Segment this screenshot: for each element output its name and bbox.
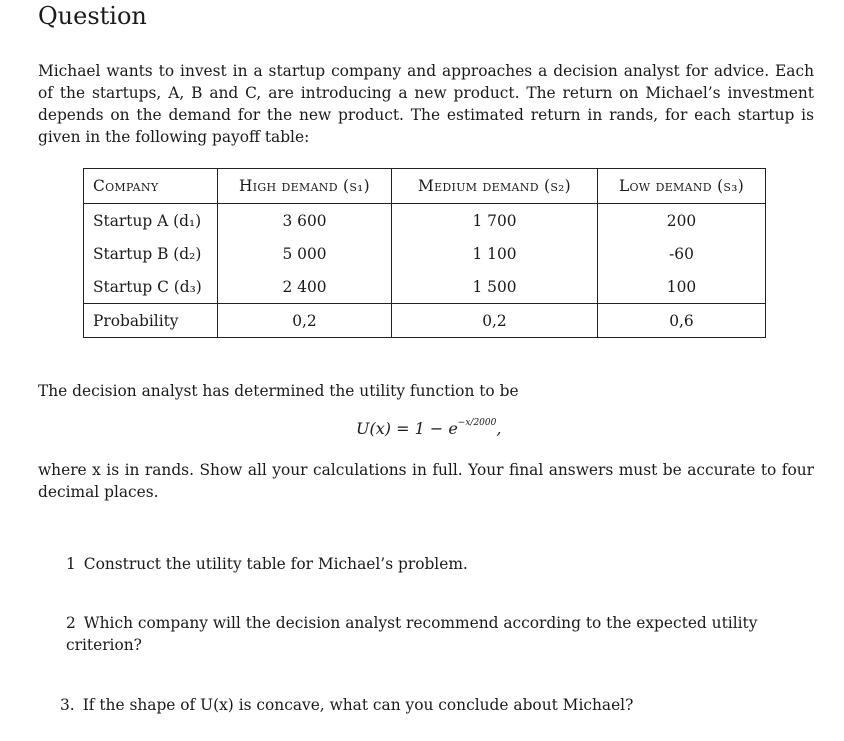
cell-high: 2 400 bbox=[218, 270, 392, 304]
row-company: Startup C (d₃) bbox=[84, 270, 218, 304]
probability-low: 0,6 bbox=[598, 304, 766, 338]
formula-tail: , bbox=[496, 419, 502, 438]
question-text: Which company will the decision analyst recommend according to the expected utility criterion? bbox=[66, 614, 758, 654]
row-company: Startup B (d₂) bbox=[84, 237, 218, 270]
table-row bbox=[84, 270, 766, 304]
row-company: Startup A (d₁) bbox=[84, 204, 218, 238]
question-number: 2 bbox=[66, 614, 76, 632]
table-row bbox=[84, 204, 766, 238]
question-1 bbox=[66, 553, 468, 575]
utility-formula bbox=[356, 418, 501, 438]
cell-low: 100 bbox=[598, 270, 766, 304]
instructions-paragraph: where x is in rands. Show all your calculations in full. Your final answers must be accurate to four decimal places. bbox=[38, 461, 814, 501]
utility-intro: The decision analyst has determined the utility function to be bbox=[38, 382, 519, 400]
question-text: Construct the utility table for Michael’s problem. bbox=[83, 555, 468, 573]
intro-paragraph: Michael wants to invest in a startup company and approaches a decision analyst for advice. Each of the startups, A, B and C, are introducing a new product. The return on Michael’s investment depends on the demand for the new product. The estimated return in rands, for each startup is given in the following payoff table: bbox=[38, 62, 814, 146]
cell-high: 3 600 bbox=[218, 204, 392, 238]
header-medium-demand: Medium demand (s₂) bbox=[392, 169, 598, 204]
cell-low: 200 bbox=[598, 204, 766, 238]
probability-label: Probability bbox=[84, 304, 218, 338]
payoff-table bbox=[83, 168, 766, 338]
table-row bbox=[84, 237, 766, 270]
table-header-row bbox=[84, 169, 766, 204]
formula-lhs: U(x) = 1 − e bbox=[356, 419, 458, 438]
cell-medium: 1 500 bbox=[392, 270, 598, 304]
question-number: 3. bbox=[60, 696, 75, 714]
probability-row bbox=[84, 304, 766, 338]
probability-medium: 0,2 bbox=[392, 304, 598, 338]
header-high-demand: High demand (s₁) bbox=[218, 169, 392, 204]
question-number: 1 bbox=[66, 555, 76, 573]
question-2 bbox=[66, 612, 814, 656]
header-low-demand: Low demand (s₃) bbox=[598, 169, 766, 204]
cell-medium: 1 100 bbox=[392, 237, 598, 270]
question-text: If the shape of U(x) is concave, what can you conclude about Michael? bbox=[82, 696, 634, 714]
formula-exponent: −x/2000 bbox=[457, 418, 497, 428]
cell-low: -60 bbox=[598, 237, 766, 270]
cell-medium: 1 700 bbox=[392, 204, 598, 238]
page-title: Question bbox=[38, 2, 147, 30]
probability-high: 0,2 bbox=[218, 304, 392, 338]
question-3 bbox=[60, 694, 633, 716]
cell-high: 5 000 bbox=[218, 237, 392, 270]
header-company: Company bbox=[84, 169, 218, 204]
